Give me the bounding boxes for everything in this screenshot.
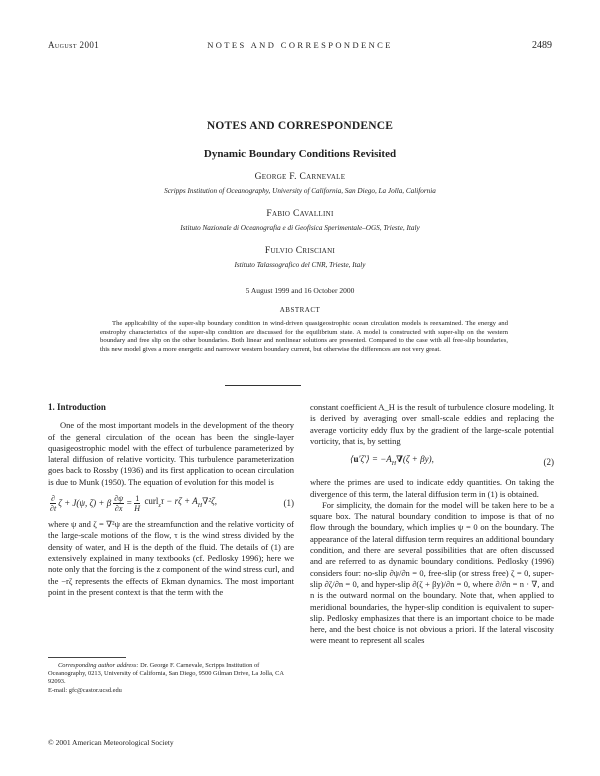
- equation-1: $\frac{\partial}{\partial t}$ ζ + J(ψ, ζ) + β $\frac{\partial\psi}{\partial x}$ = $\frac{1}{H}$ curl$_z$τ − $r\zeta + A_H\nabla^2\zeta$, (1): [50, 494, 294, 514]
- footnote-text: Dr. George F. Carnevale, Scripps Institution of Oceanography, 0213, University of California, San Diego, 9500 Gilman Drive, La Jolla, CA 92093.: [48, 662, 284, 686]
- body-paragraph: For simplicity, the domain for the model will be taken here to be a square box. The natural boundary condition to impose is that of no flow through the boundary, which implies ψ = 0 on the boundary. The appearance of the lateral diffusion term requires an additional boundary condition, and there are several possibilities that are often discussed and are referred to as dynamic boundary conditions. Pedlosky (1996) considers four: no-slip ∂ψ/∂n = 0, free-slip (or stress free) ζ = 0, super-slip ∂ζ/∂n = 0, and hyper-slip ∂(ζ + βy)/∂n = 0, where ∂/∂n = n · ∇, and n is the outward normal on the boundary. Note that, when applied to meridional boundaries, the hyper-slip condition is equivalent to super-slip. Pedlosky emphasizes that there is an important choice to be made here, and the best choice is not obvious a priori. If the lateral viscosity were meant to represent all scales: [310, 499, 554, 646]
- intro-heading: 1. Introduction: [48, 402, 106, 412]
- author-name: Fulvio Crisciani: [264, 246, 336, 256]
- footnote-email: E-mail: gfc@castor.ucsd.edu: [48, 686, 122, 694]
- section-title: NOTES AND CORRESPONDENCE: [206, 120, 394, 132]
- body-paragraph: where ψ and ζ = ∇²ψ are the streamfunction and the relative vorticity of the large-scale motions of the flow, τ is the wind stress divided by the density of water, and H is the depth of the fluid. The details of (1) are extensively explained in many textbooks (cf. Pedlosky 1996); here we note only that the forcing is the z component of the wind stress curl, and the −rζ represents the effects of Ekman dynamics. The most important point in the present context is that the term with the: [48, 519, 294, 597]
- abstract-heading: ABSTRACT: [279, 306, 321, 314]
- body-paragraph: where the primes are used to indicate eddy quantities. On taking the divergence of this term, the lateral diffusion term in (1) is obtained.: [310, 477, 554, 499]
- author-name: George F. Carnevale: [254, 172, 346, 182]
- corresponding-author-footnote: [48, 662, 294, 695]
- abstract-text: The applicability of the super-slip boundary condition in wind-driven quasigeostrophic ocean circulation models is reexamined. The energy and enstrophy characteristics of the super-slip condition are discussed for the equilibrium state. A model is constructed with super-slip on the western boundary and free slip on the other boundaries. Both linear and nonlinear solutions are presented. Compared to the case with all free-slip boundaries, this new model gives a more energetic and narrower western boundary current, but otherwise the differences are not very great.: [100, 320, 508, 353]
- running-header-title: NOTES AND CORRESPONDENCE: [207, 40, 393, 50]
- left-column: [48, 402, 294, 598]
- body-paragraph: constant coefficient A_H is the result of turbulence closure modeling. It is derived by averaging over small-scale eddies and replacing the average vorticity eddy flux by the gradient of the large-scale potential vorticity, that is, by setting: [310, 402, 554, 446]
- equation-number: (2): [543, 456, 554, 467]
- author-affiliation: Istituto Talassografico del CNR, Trieste, Italy: [234, 261, 366, 269]
- author-name: Fabio Cavallini: [266, 209, 334, 219]
- equation-2: ⟨u′ζ′⟩ = $-A_H\nabla(\zeta + \beta y)$, (2): [350, 454, 554, 467]
- author-affiliation: Istituto Nazionale di Oceanografia e di Geofisica Sperimentale–OGS, Trieste, Italy: [180, 224, 420, 232]
- page-number: 2489: [532, 40, 552, 51]
- copyright-notice: © 2001 American Meteorological Society: [48, 738, 174, 747]
- right-column: [310, 402, 554, 647]
- footnote-divider: [48, 657, 126, 658]
- footnote-label: Corresponding author address:: [58, 662, 139, 669]
- received-dates: 5 August 1999 and 16 October 2000: [245, 286, 355, 295]
- intro-paragraph: One of the most important models in the development of the theory of the general circulation of the ocean has been the single-layer quasigeostrophic model with the effect of turbulence parameterized by lateral diffusion of relative vorticity. This turbulence parameterization goes back to Rossby (1936) and its first application to ocean circulation is due to Munk (1950). The equation of evolution for this model is: [48, 420, 294, 487]
- author-affiliation: Scripps Institution of Oceanography, University of California, San Diego, La Jolla, California: [164, 187, 436, 195]
- paper-title: Dynamic Boundary Conditions Revisited: [203, 148, 397, 160]
- running-header-date: August 2001: [48, 40, 100, 50]
- abstract-divider: [225, 385, 301, 386]
- equation-number: (1): [283, 497, 294, 508]
